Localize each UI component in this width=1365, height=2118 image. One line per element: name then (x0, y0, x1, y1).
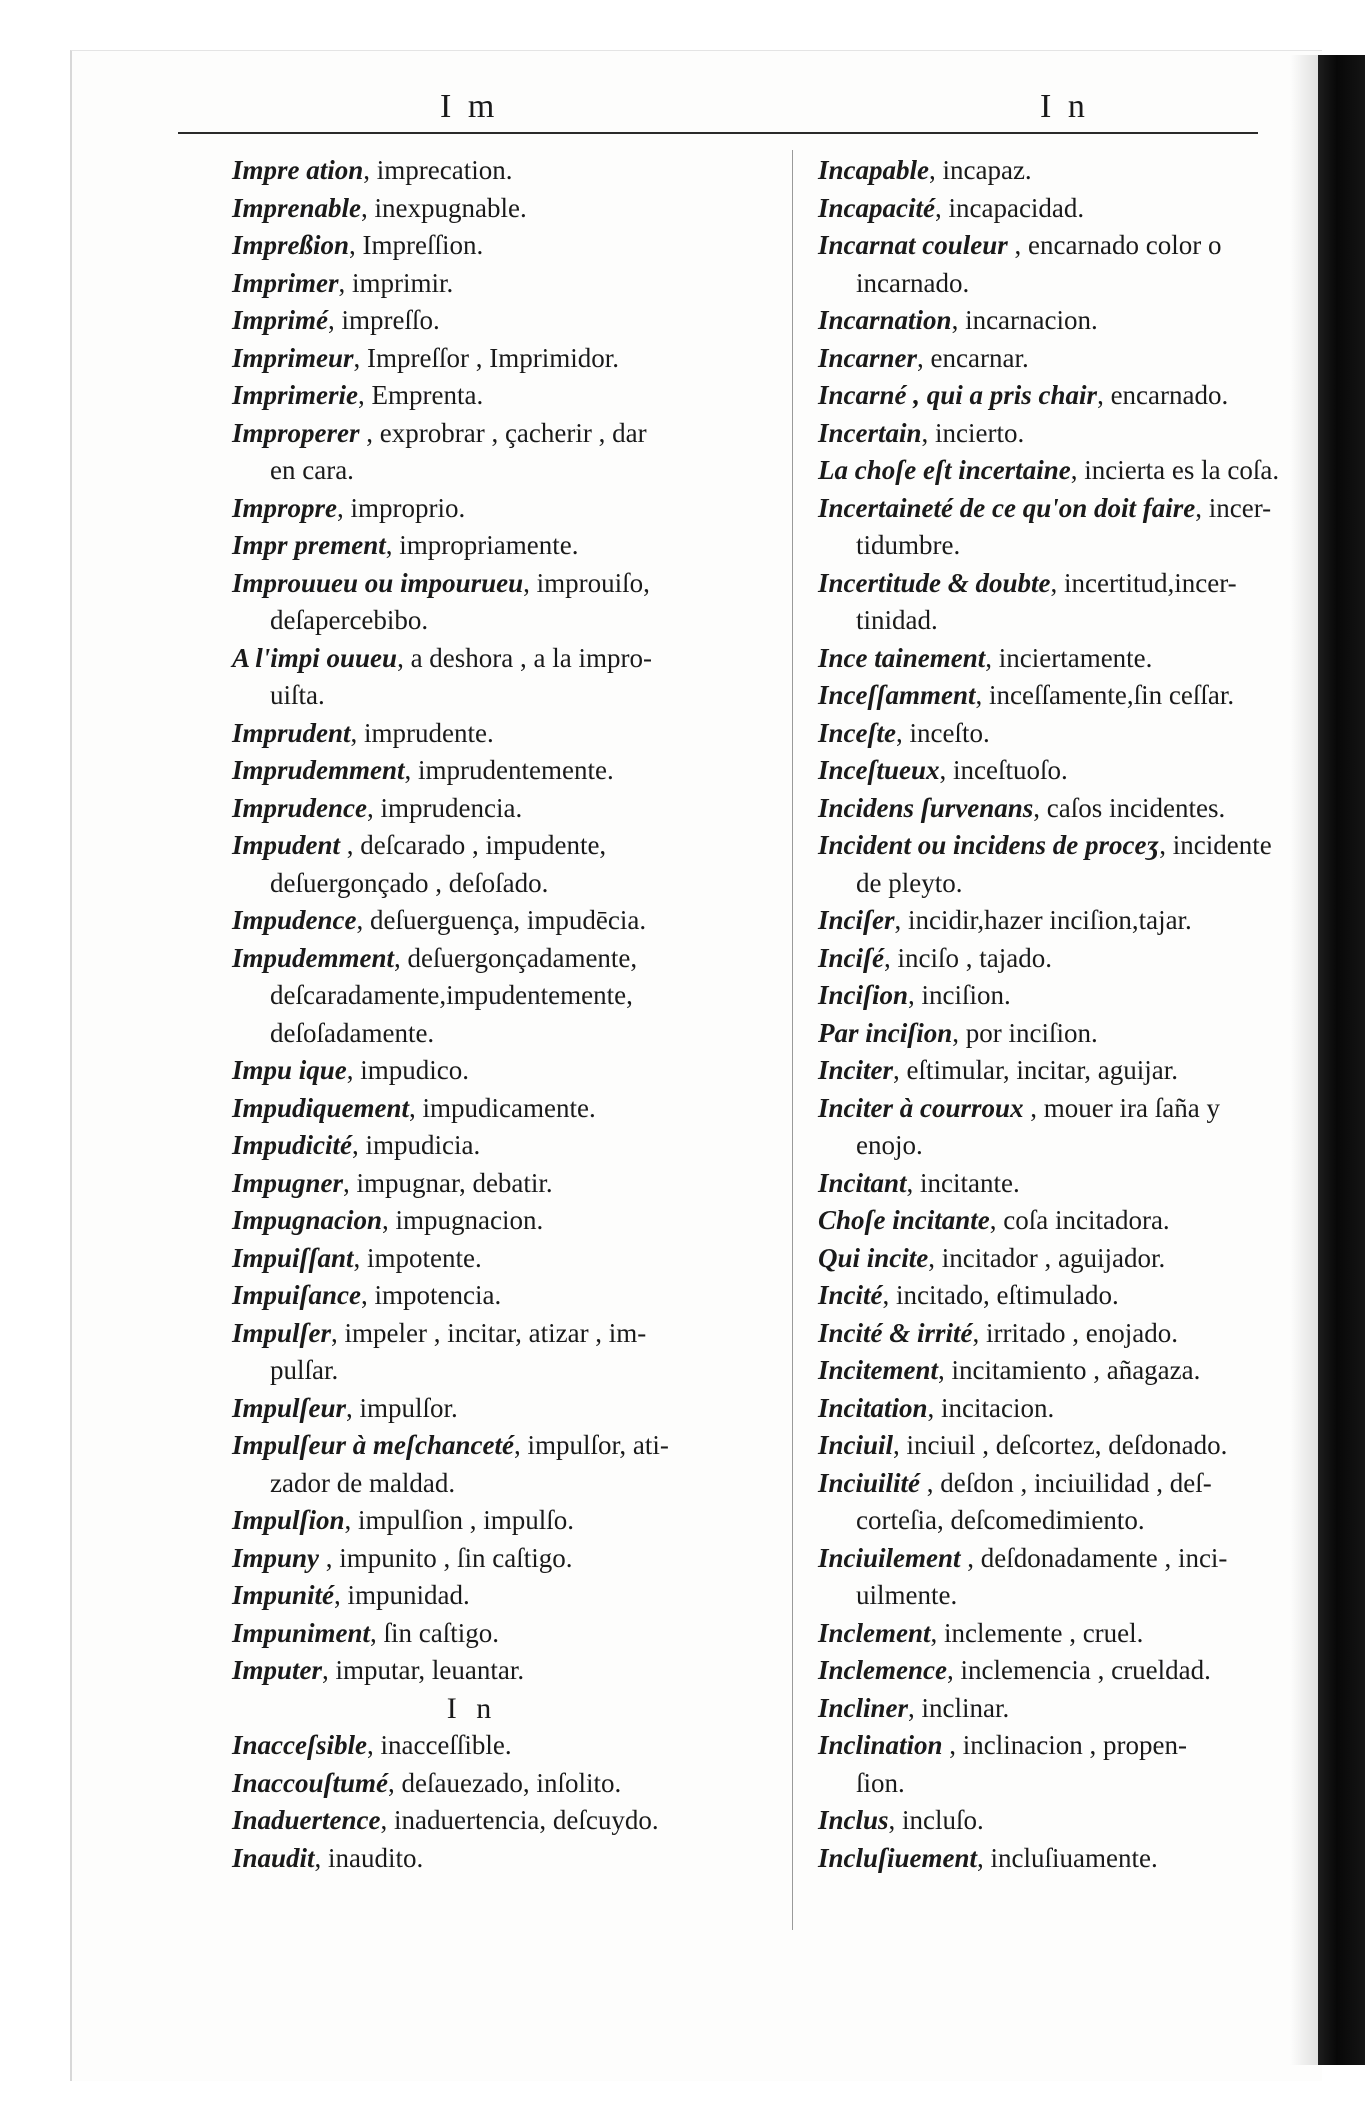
headword: Inaduertence (232, 1805, 381, 1835)
translation: , inclemente , cruel. (930, 1617, 1144, 1648)
headword: Impuiſſant (232, 1242, 354, 1273)
dictionary-entry (818, 452, 1338, 490)
translation: , impropriamente. (385, 530, 579, 560)
section-subheading (232, 1690, 832, 1728)
translation: deſuergonçado , deſoſado. (270, 867, 549, 898)
headword: Impudicité (232, 1130, 352, 1160)
translation: , inacceſſible. (366, 1730, 512, 1760)
headword: Imprimeur (232, 342, 354, 373)
translation: deſapercebibo. (270, 605, 429, 635)
translation: , encarnar. (917, 342, 1029, 373)
translation: , incarnacion. (951, 305, 1098, 335)
entry-continuation (232, 602, 832, 640)
dictionary-entry (232, 1240, 832, 1278)
dictionary-entry (818, 190, 1338, 228)
translation: , impreſſo. (328, 305, 440, 335)
dictionary-entry (818, 677, 1338, 715)
dictionary-entry (818, 415, 1338, 453)
dictionary-entry (818, 1315, 1338, 1353)
headword: Inciuil (818, 1430, 894, 1460)
translation: uiſta. (270, 680, 325, 710)
translation: de pleyto. (856, 867, 963, 898)
translation: , deſcarado , impudente, (340, 830, 607, 860)
headword: Incitant (818, 1167, 907, 1198)
headword: Incapacité (818, 192, 935, 223)
translation: , impunidad. (334, 1580, 470, 1610)
entry-continuation (818, 1127, 1338, 1165)
headword: Qui incite (818, 1242, 929, 1273)
entry-continuation (818, 602, 1338, 640)
entry-continuation (232, 452, 832, 490)
dictionary-entry (232, 1615, 832, 1653)
headword: Imprimer (232, 267, 339, 298)
headword: Impuny (232, 1542, 320, 1573)
headword: Impuiſance (232, 1280, 362, 1310)
dictionary-entry (818, 490, 1338, 528)
dictionary-entry (818, 1240, 1338, 1278)
dictionary-entry (232, 827, 832, 865)
dictionary-entry (232, 1127, 832, 1165)
dictionary-entry (232, 640, 832, 678)
translation: , incidir,hazer inciſion,tajar. (894, 905, 1192, 935)
dictionary-entry (232, 1052, 832, 1090)
dictionary-entry (818, 1390, 1338, 1428)
headword: Inceſtueux (818, 755, 940, 785)
headword: Impulſeur à meſchanceté (232, 1430, 514, 1460)
headword: Inacceſsible (232, 1730, 367, 1760)
dictionary-entry (818, 640, 1338, 678)
headword: Incarnation (818, 305, 952, 335)
translation: tidumbre. (856, 530, 961, 560)
dictionary-entry (232, 1765, 832, 1803)
headword: Incident ou incidens de proceʒ (818, 830, 1160, 860)
translation: , inceſtuoſo. (939, 755, 1068, 785)
headword: Impugner (232, 1167, 344, 1198)
entry-continuation (818, 1502, 1338, 1540)
headword: Incarnat couleur (818, 230, 1008, 260)
dictionary-entry (818, 1090, 1338, 1128)
headword: Inclination (818, 1730, 943, 1760)
headword: Imprudence (232, 792, 367, 823)
dictionary-entry (232, 415, 832, 453)
translation: uilmente. (856, 1580, 958, 1610)
running-header-right: I n (1040, 88, 1089, 125)
dictionary-entry (818, 715, 1338, 753)
headword: Incitation (818, 1392, 928, 1423)
dictionary-entry (232, 190, 832, 228)
headword: Imprudent (232, 717, 351, 748)
dictionary-entry (232, 265, 832, 303)
dictionary-entry (818, 1277, 1338, 1315)
headword: Impudemment (232, 942, 395, 973)
translation: , inexpugnable. (361, 192, 527, 223)
headword: Incidens ſurvenans (818, 792, 1034, 823)
dictionary-entry (818, 1015, 1338, 1053)
translation: , incitacion. (927, 1392, 1055, 1423)
headword: Inaudit (232, 1842, 315, 1873)
headword: Incluſiuement (818, 1842, 978, 1873)
headword: Impudence (232, 905, 357, 935)
headword: Inclus (818, 1805, 889, 1835)
translation: , inclinar. (908, 1692, 1010, 1723)
translation: , impeler , incitar, atizar , im- (331, 1317, 647, 1348)
dictionary-entry (818, 302, 1338, 340)
translation: , encarnado. (1097, 380, 1229, 410)
headword: A l'impi ouueu (232, 642, 398, 673)
headword: Improperer (232, 417, 360, 448)
headword: Inciter (818, 1055, 894, 1085)
translation: , imprudencia. (367, 792, 523, 823)
translation: , impudicamente. (409, 1092, 596, 1123)
dictionary-entry (232, 227, 832, 265)
headword: Impugnacion (232, 1205, 383, 1235)
dictionary-entry (232, 1165, 832, 1203)
translation: , impotente. (353, 1242, 482, 1273)
translation: , deſauezado, inſolito. (388, 1767, 622, 1798)
headword: Inceſſamment (818, 680, 976, 710)
headword: Incertaineté de ce qu'on doit faire (818, 492, 1196, 523)
dictionary-entry (232, 1427, 832, 1465)
translation: , ſin caſtigo. (370, 1617, 500, 1648)
translation: , encarnado color o (1007, 230, 1222, 260)
translation: , impotencia. (361, 1280, 502, 1310)
translation: , incierta es la coſa. (1070, 455, 1280, 485)
dictionary-entry (232, 715, 832, 753)
translation: , incertitud,incer- (1050, 567, 1237, 598)
translation: , impugnacion. (382, 1205, 544, 1235)
translation: , impulſion , impulſo. (344, 1505, 575, 1535)
headword: Inclement (818, 1617, 931, 1648)
translation: , deſdon , inciuilidad , deſ- (920, 1467, 1212, 1498)
dictionary-entry (232, 302, 832, 340)
translation: , Impreſſor , Imprimidor. (353, 342, 619, 373)
entry-continuation (818, 265, 1338, 303)
dictionary-entry (232, 752, 832, 790)
translation: , incer- (1195, 492, 1272, 523)
translation: , incitador , aguijador. (928, 1242, 1166, 1273)
headword: Incertitude & doubte (818, 567, 1051, 598)
translation: , impunito , ſin caſtigo. (319, 1542, 573, 1573)
translation: , improuiſo, (523, 567, 650, 598)
dictionary-entry (818, 565, 1338, 603)
entry-continuation (232, 1015, 832, 1053)
headword: Incité (818, 1280, 883, 1310)
entry-continuation (818, 527, 1338, 565)
translation: , exprobrar , çacherir , dar (359, 417, 647, 448)
dictionary-entry (232, 340, 832, 378)
translation: , imprecation. (363, 155, 513, 185)
headword: Impropre (232, 492, 338, 523)
headword: Imprimé (232, 305, 329, 335)
headword: Incarner (818, 342, 918, 373)
translation: en cara. (270, 455, 354, 485)
translation: , mouer ira ſaña y (1023, 1092, 1220, 1123)
dictionary-entry (232, 490, 832, 528)
left-column (232, 152, 832, 1877)
translation: , caſos incidentes. (1033, 792, 1226, 823)
translation: tinidad. (856, 605, 938, 635)
dictionary-entry (818, 1840, 1338, 1878)
headword: Impreßion (232, 230, 350, 260)
translation: , imprimir. (338, 267, 454, 298)
dictionary-entry (818, 1802, 1338, 1840)
headword: Inciſé (818, 942, 884, 973)
headword: Incapable (818, 155, 929, 185)
dictionary-entry (818, 977, 1338, 1015)
header-rule (178, 132, 1258, 134)
dictionary-entry (232, 1390, 832, 1428)
entry-continuation (818, 1577, 1338, 1615)
translation: deſoſadamente. (270, 1017, 435, 1048)
headword: Impre ation (232, 155, 364, 185)
translation: zador de maldad. (270, 1467, 456, 1498)
dictionary-entry (232, 1802, 832, 1840)
headword: Impudiquement (232, 1092, 410, 1123)
entry-continuation (232, 977, 832, 1015)
translation: , impudico. (346, 1055, 470, 1085)
dictionary-entry (818, 1165, 1338, 1203)
dictionary-entry (818, 227, 1338, 265)
headword: Incarné , qui a pris chair (818, 380, 1098, 410)
dictionary-entry (818, 940, 1338, 978)
dictionary-entry (818, 1465, 1338, 1503)
headword: Impulſeur (232, 1392, 347, 1423)
entry-continuation (232, 1352, 832, 1390)
translation: , incitamiento , añagaza. (938, 1355, 1201, 1385)
translation: , incierto. (921, 417, 1025, 448)
headword: Impulſion (232, 1505, 345, 1535)
translation: , inciſo , tajado. (883, 942, 1052, 973)
translation: , impugnar, debatir. (343, 1167, 553, 1198)
entry-continuation (818, 1765, 1338, 1803)
translation: , eſtimular, incitar, aguijar. (893, 1055, 1179, 1085)
translation: , por inciſion. (952, 1017, 1098, 1048)
dictionary-entry (818, 1427, 1338, 1465)
translation: , incitado, eſtimulado. (882, 1280, 1119, 1310)
dictionary-entry (232, 1540, 832, 1578)
dictionary-entry (232, 1277, 832, 1315)
headword: Impudent (232, 830, 341, 860)
dictionary-entry (232, 1840, 832, 1878)
dictionary-entry (232, 1090, 832, 1128)
headword: Par inciſion (818, 1017, 953, 1048)
translation: , imprudentemente. (404, 755, 614, 785)
translation: , Emprenta. (358, 380, 484, 410)
translation: , imprudente. (350, 717, 494, 748)
translation: , impudicia. (352, 1130, 481, 1160)
dictionary-entry (818, 1690, 1338, 1728)
headword: Inceſte (818, 717, 896, 748)
headword: Inciſion (818, 980, 909, 1010)
dictionary-entry (232, 1315, 832, 1353)
translation: , incitante. (906, 1167, 1020, 1198)
dictionary-entry (232, 527, 832, 565)
translation: , a deshora , a la impro- (397, 642, 652, 673)
dictionary-entry (232, 1502, 832, 1540)
headword: Imputer (232, 1655, 323, 1685)
headword: Imprimerie (232, 380, 358, 410)
headword: Imprudemment (232, 755, 405, 785)
translation: , inciertamente. (985, 642, 1153, 673)
dictionary-entry (232, 152, 832, 190)
translation: , incidente (1159, 830, 1272, 860)
entry-continuation (818, 865, 1338, 903)
translation: enojo. (856, 1130, 923, 1160)
dictionary-entry (232, 940, 832, 978)
dictionary-entry (818, 1052, 1338, 1090)
headword: Impu ique (232, 1055, 347, 1085)
headword: Incliner (818, 1692, 909, 1723)
translation: , incluſo. (888, 1805, 984, 1835)
translation: , deſdonadamente , inci- (960, 1542, 1228, 1573)
translation: , Impreſſion. (349, 230, 484, 260)
headword: Inciuilité (818, 1467, 921, 1498)
dictionary-entry (818, 790, 1338, 828)
translation: , inceſto. (895, 717, 990, 748)
headword: Inaccouſtumé (232, 1767, 389, 1798)
translation: , inaduertencia, deſcuydo. (380, 1805, 659, 1835)
translation: , inclemencia , crueldad. (946, 1655, 1211, 1685)
translation: , coſa incitadora. (989, 1205, 1170, 1235)
dictionary-entry (818, 1652, 1338, 1690)
right-column (818, 152, 1338, 1877)
headword: Choſe incitante (818, 1205, 990, 1235)
translation: , imputar, leuantar. (322, 1655, 525, 1685)
dictionary-entry (232, 1652, 832, 1690)
headword: Inclemence (818, 1655, 947, 1685)
dictionary-entry (818, 752, 1338, 790)
dictionary-entry (232, 377, 832, 415)
translation: incarnado. (856, 267, 970, 298)
dictionary-entry (818, 1352, 1338, 1390)
dictionary-entry (818, 902, 1338, 940)
dictionary-entry (818, 1615, 1338, 1653)
translation: , impulſor. (346, 1392, 458, 1423)
translation: ſion. (856, 1767, 905, 1798)
dictionary-entry (232, 1202, 832, 1240)
headword: Inciter à courroux (818, 1092, 1024, 1123)
entry-continuation (232, 1465, 832, 1503)
translation: , inceſſamente,ſin ceſſar. (975, 680, 1235, 710)
headword: Imprenable (232, 192, 362, 223)
headword: Impuniment (232, 1617, 371, 1648)
headword: Impunité (232, 1580, 335, 1610)
dictionary-entry (818, 1727, 1338, 1765)
dictionary-entry (818, 1540, 1338, 1578)
headword: Ince tainement (818, 642, 986, 673)
translation: , improprio. (337, 492, 466, 523)
translation: , incluſiuamente. (977, 1842, 1158, 1873)
running-header-left: I m (440, 88, 499, 125)
entry-continuation (232, 865, 832, 903)
dictionary-entry (232, 1727, 832, 1765)
entry-continuation (232, 677, 832, 715)
translation: , deſuerguença, impudēcia. (356, 905, 647, 935)
dictionary-entry (818, 1202, 1338, 1240)
column-divider (792, 150, 793, 1930)
translation: , inciuil , deſcortez, deſdonado. (893, 1430, 1228, 1460)
dictionary-entry (232, 1577, 832, 1615)
headword: Impulſer (232, 1317, 332, 1348)
dictionary-entry (818, 340, 1338, 378)
translation: corteſia, deſcomedimiento. (856, 1505, 1145, 1535)
headword: La choſe eſt incertaine (818, 455, 1071, 485)
headword: Inciuilement (818, 1542, 961, 1573)
dictionary-entry (818, 827, 1338, 865)
translation: , inciſion. (908, 980, 1011, 1010)
translation: , incapacidad. (934, 192, 1085, 223)
dictionary-entry (818, 377, 1338, 415)
translation: pulſar. (270, 1355, 339, 1385)
headword: Improuueu ou impourueu (232, 567, 524, 598)
translation: , inclinacion , propen- (942, 1730, 1187, 1760)
translation: , incapaz. (929, 155, 1032, 185)
dictionary-entry (232, 902, 832, 940)
translation: I n (446, 1691, 498, 1725)
dictionary-entry (232, 565, 832, 603)
headword: Incité & irrité (818, 1317, 973, 1348)
translation: deſcaradamente,impudentemente, (270, 980, 633, 1010)
headword: Incitement (818, 1355, 938, 1385)
dictionary-entry (232, 790, 832, 828)
translation: , impulſor, ati- (513, 1430, 669, 1460)
translation: , inaudito. (314, 1842, 424, 1873)
translation: , irritado , enojado. (972, 1317, 1178, 1348)
headword: Inciſer (818, 905, 895, 935)
dictionary-entry (818, 152, 1338, 190)
headword: Incertain (818, 417, 922, 448)
translation: , deſuergonçadamente, (394, 942, 638, 973)
headword: Impr prement (232, 530, 386, 560)
